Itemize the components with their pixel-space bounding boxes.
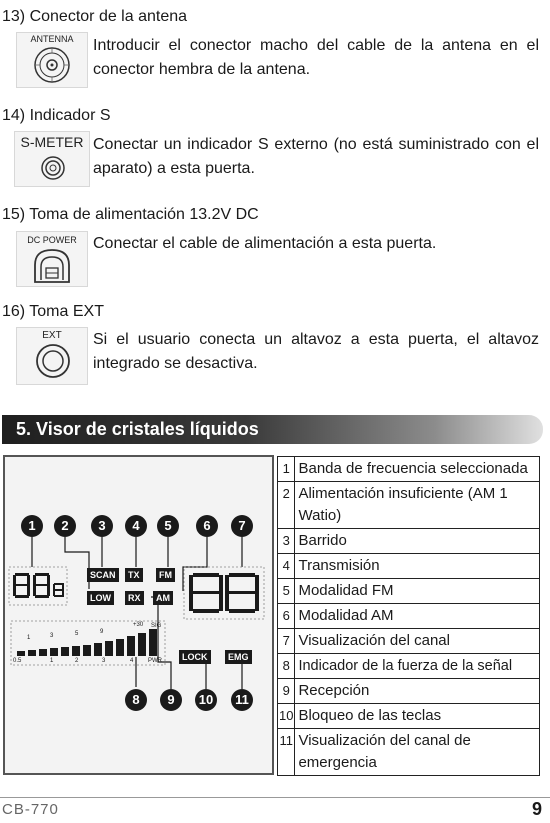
legend-row <box>278 529 540 554</box>
legend-row <box>278 704 540 729</box>
s-meter-connector-figure <box>14 131 90 187</box>
legend-row <box>278 604 540 629</box>
meter-tick-top-3: 3 <box>50 633 54 639</box>
meter-tick-top-30: +30 <box>133 622 144 628</box>
s-meter-label: S-METER <box>20 134 84 150</box>
legend-text: Transmisión <box>295 554 540 579</box>
legend-text: Indicador de la fuerza de la señal <box>295 654 540 679</box>
meter-tick-bottom-05: 0.5 <box>13 658 22 664</box>
lcd-legend-table <box>277 456 540 776</box>
meter-tick-top-9: 9 <box>100 629 104 635</box>
callout-2: 2 <box>54 515 76 537</box>
fm-indicator: FM <box>156 568 175 582</box>
legend-text: Recepción <box>295 679 540 704</box>
lock-indicator: LOCK <box>179 650 211 664</box>
section-14-heading: 14) Indicador S <box>2 107 111 124</box>
legend-num: 3 <box>278 529 295 554</box>
callout-9: 9 <box>160 689 182 711</box>
meter-tick-bottom-4: 4 <box>130 658 134 664</box>
footer-model: CB-770 <box>2 801 59 818</box>
callout-7: 7 <box>231 515 253 537</box>
dc-power-label: DC POWER <box>27 235 77 245</box>
legend-row <box>278 554 540 579</box>
legend-text: Visualización del canal <box>295 629 540 654</box>
callout-10: 10 <box>195 689 217 711</box>
section-title-bar <box>2 415 543 444</box>
legend-row <box>278 629 540 654</box>
ext-label: EXT <box>42 330 62 341</box>
ext-jack-icon <box>34 342 72 380</box>
callout-8: 8 <box>125 689 147 711</box>
legend-row <box>278 457 540 482</box>
section-15-heading: 15) Toma de alimentación 13.2V DC <box>2 206 259 223</box>
s-meter-jack-icon <box>40 154 66 182</box>
antenna-label: ANTENNA <box>30 34 74 44</box>
emg-indicator: EMG <box>225 650 252 664</box>
dc-power-connector-figure <box>16 231 88 287</box>
meter-tick-bottom-1: 1 <box>50 658 54 664</box>
legend-row <box>278 729 540 776</box>
meter-pwr-label: PWR <box>148 658 162 664</box>
section-title: 5. Visor de cristales líquidos <box>16 419 259 439</box>
rx-indicator: RX <box>125 591 144 605</box>
dc-power-socket-icon <box>31 247 73 284</box>
section-13-text: Introducir el conector macho del cable de la antena en el conector hembra de la antena. <box>93 37 539 78</box>
section-13-heading: 13) Conector de la antena <box>2 8 188 25</box>
meter-tick-bottom-2: 2 <box>75 658 79 664</box>
legend-num: 11 <box>278 729 295 776</box>
callout-4: 4 <box>125 515 147 537</box>
section-15-text: Conectar el cable de alimentación a esta puerta. <box>93 235 437 252</box>
meter-sig-label: SIG <box>151 623 162 629</box>
legend-num: 8 <box>278 654 295 679</box>
legend-num: 7 <box>278 629 295 654</box>
antenna-connector-figure <box>16 32 88 88</box>
legend-num: 4 <box>278 554 295 579</box>
legend-row <box>278 579 540 604</box>
legend-row <box>278 654 540 679</box>
lcd-leader-lines <box>5 457 272 773</box>
callout-5: 5 <box>157 515 179 537</box>
legend-text: Modalidad AM <box>295 604 540 629</box>
tx-indicator: TX <box>125 568 143 582</box>
legend-row <box>278 679 540 704</box>
scan-indicator: SCAN <box>87 568 119 582</box>
section-14-text: Conectar un indicador S externo (no está suministrado con el aparato) a esta puerta. <box>93 136 539 177</box>
antenna-jack-icon <box>31 45 73 85</box>
legend-text: Alimentación insuficiente (AM 1 Watio) <box>295 482 540 529</box>
legend-num: 1 <box>278 457 295 482</box>
footer-divider <box>0 797 550 798</box>
callout-6: 6 <box>196 515 218 537</box>
section-16-heading: 16) Toma EXT <box>2 303 104 320</box>
callout-3: 3 <box>91 515 113 537</box>
legend-text: Banda de frecuencia seleccionada <box>295 457 540 482</box>
ext-connector-figure <box>16 327 88 385</box>
page-number: 9 <box>531 799 542 819</box>
legend-text: Barrido <box>295 529 540 554</box>
legend-num: 5 <box>278 579 295 604</box>
lcd-diagram <box>3 455 274 775</box>
legend-text: Modalidad FM <box>295 579 540 604</box>
am-indicator: AM <box>153 591 173 605</box>
meter-tick-top-5: 5 <box>75 631 79 637</box>
legend-num: 6 <box>278 604 295 629</box>
meter-tick-top-1: 1 <box>27 635 31 641</box>
callout-11: 11 <box>231 689 253 711</box>
callout-1: 1 <box>21 515 43 537</box>
meter-tick-bottom-3: 3 <box>102 658 106 664</box>
legend-text: Visualización del canal de emergencia <box>295 729 540 776</box>
legend-row <box>278 482 540 529</box>
legend-num: 9 <box>278 679 295 704</box>
low-indicator: LOW <box>87 591 114 605</box>
legend-text: Bloqueo de las teclas <box>295 704 540 729</box>
legend-num: 2 <box>278 482 295 529</box>
section-16-text: Si el usuario conecta un altavoz a esta puerta, el altavoz integrado se desactiva. <box>93 331 539 372</box>
legend-num: 10 <box>278 704 295 729</box>
